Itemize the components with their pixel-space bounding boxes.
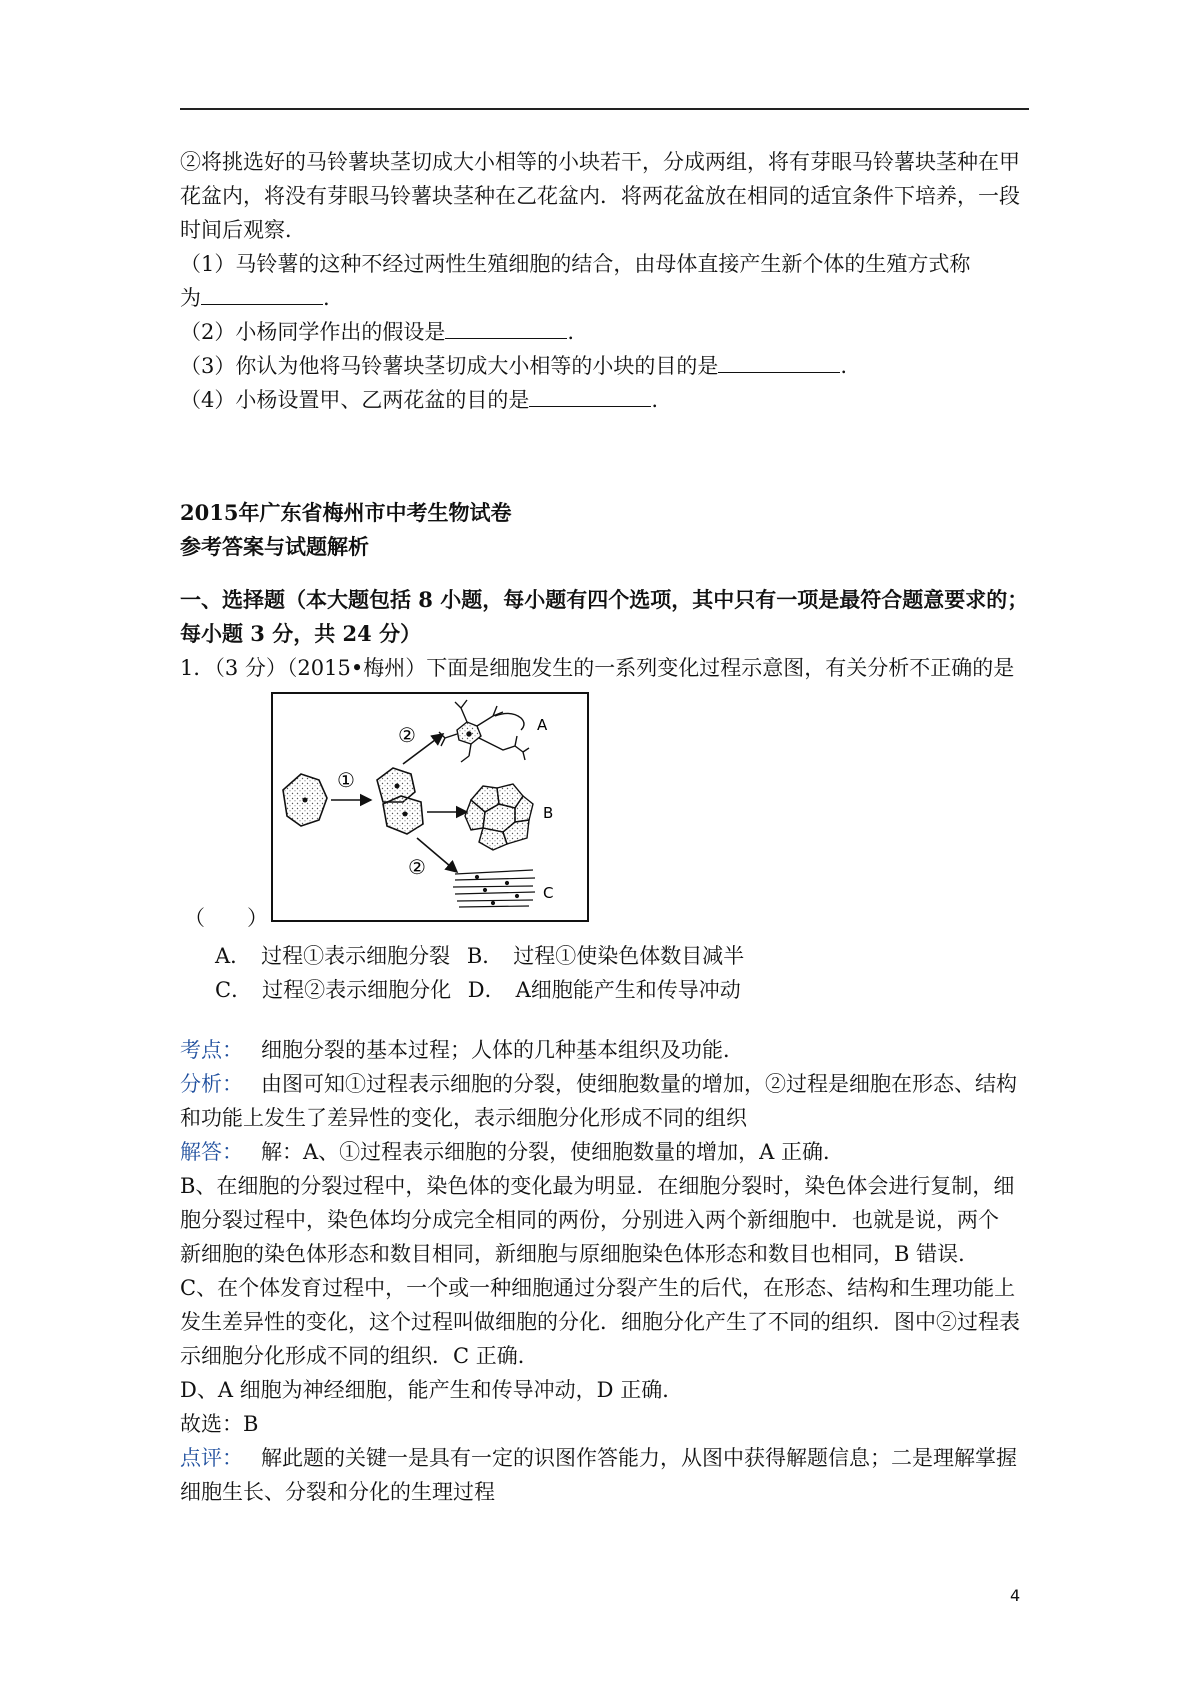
question-1-line-2 bbox=[180, 281, 1030, 315]
period: . bbox=[840, 354, 848, 378]
question-2-text: （2）小杨同学作出的假设是 bbox=[180, 320, 446, 344]
jieda-text: 解：A、①过程表示细胞的分裂，使细胞数量的增加，A 正确． bbox=[261, 1140, 845, 1164]
question-1-stem bbox=[180, 651, 1030, 685]
explanation-c-line-2: 发生差异性的变化，这个过程叫做细胞的分化．细胞分化产生了不同的组织．图中②过程表 bbox=[180, 1310, 1020, 1334]
answer-paren-text: （ ） bbox=[184, 906, 268, 930]
dianping-text-cont: 细胞生长、分裂和分化的生理过程 bbox=[180, 1480, 495, 1504]
explanation-c-line-1: C、在个体发育过程中，一个或一种细胞通过分裂产生的后代，在形态、结构和生理功能上 bbox=[180, 1276, 1016, 1300]
dianping-line bbox=[180, 1441, 1030, 1475]
passage bbox=[180, 145, 1030, 247]
page-number: 4 bbox=[1010, 1586, 1021, 1605]
cell-change-figure bbox=[271, 692, 589, 922]
question-1-text: 为 bbox=[180, 286, 201, 310]
question-1-line-1: （1）马铃薯的这种不经过两性生殖细胞的结合，由母体直接产生新个体的生殖方式称 bbox=[180, 252, 971, 276]
explanation-b-line-1: B、在细胞的分裂过程中，染色体的变化最为明显．在细胞分裂时，染色体会进行复制，细 bbox=[180, 1174, 1015, 1198]
step-1-label: ① bbox=[337, 768, 355, 792]
option-d-letter: D． bbox=[467, 978, 506, 1002]
option-c-text[interactable]: 过程②表示细胞分化 bbox=[262, 978, 452, 1002]
option-b-text[interactable]: 过程①使染色体数目减半 bbox=[513, 944, 745, 968]
dianping-text: 解此题的关键一是具有一定的识图作答能力，从图中获得解题信息；二是理解掌握 bbox=[261, 1446, 1017, 1470]
section-heading-line-1: 一、选择题（本大题包括 8 小题，每小题有四个选项，其中只有一项是最符合题意要求的； bbox=[180, 587, 1029, 612]
question-4-text: （4）小杨设置甲、乙两花盆的目的是 bbox=[180, 388, 530, 412]
explanation-c-line-3: 示细胞分化形成不同的组织．C 正确． bbox=[180, 1344, 539, 1368]
jieda-line bbox=[180, 1135, 1030, 1169]
option-d-text[interactable]: A细胞能产生和传导冲动 bbox=[515, 978, 741, 1002]
options-row-1 bbox=[215, 939, 744, 973]
answer-blank-1[interactable] bbox=[201, 284, 323, 305]
fenxi-text-cont: 和功能上发生了差异性的变化，表示细胞分化形成不同的组织 bbox=[180, 1106, 747, 1130]
period: . bbox=[323, 286, 330, 310]
cell-nucleus bbox=[403, 812, 408, 817]
passage-line: 时间后观察． bbox=[180, 218, 306, 242]
section-heading-line-2: 每小题 3 分，共 24 分） bbox=[180, 621, 422, 646]
figure-label-b: B bbox=[543, 804, 554, 822]
kaodian-text: 细胞分裂的基本过程；人体的几种基本组织及功能． bbox=[261, 1038, 744, 1062]
question-3-text: （3）你认为他将马铃薯块茎切成大小相等的小块的目的是 bbox=[180, 354, 719, 378]
step-2-label-top: ② bbox=[398, 723, 416, 747]
kaodian-line bbox=[180, 1033, 1030, 1067]
option-a-letter: A． bbox=[215, 944, 252, 968]
answer-paren bbox=[184, 901, 1034, 935]
cell-nucleus bbox=[395, 784, 400, 789]
explanation-b-line-3: 新细胞的染色体形态和数目相同，新细胞与原细胞染色体形态和数目也相同，B 错误． bbox=[180, 1242, 980, 1266]
fenxi-text: 由图可知①过程表示细胞的分裂，使细胞数量的增加，②过程是细胞在形态、结构 bbox=[261, 1072, 1017, 1096]
analysis-block bbox=[180, 1033, 1030, 1509]
question-2 bbox=[180, 315, 1030, 349]
options-row-2 bbox=[215, 973, 741, 1007]
exam-title: 2015年广东省梅州市中考生物试卷 bbox=[180, 500, 512, 525]
section-heading bbox=[180, 583, 1030, 651]
explanation-b-line-2: 胞分裂过程中，染色体均分成完全相同的两份，分别进入两个新细胞中．也就是说，两个 bbox=[180, 1208, 999, 1232]
passage-line: 花盆内，将没有芽眼马铃薯块茎种在乙花盆内．将两花盆放在相同的适宜条件下培养，一段 bbox=[180, 184, 1020, 208]
dianping-label: 点评： bbox=[180, 1446, 243, 1470]
passage-line: ②将挑选好的马铃薯块茎切成大小相等的小块若干，分成两组，将有芽眼马铃薯块茎种在甲 bbox=[180, 150, 1020, 174]
header-rule bbox=[180, 108, 1029, 110]
fenxi-line bbox=[180, 1067, 1030, 1101]
option-c-letter: C． bbox=[215, 978, 253, 1002]
final-answer: 故选：B bbox=[180, 1412, 259, 1436]
answer-header bbox=[180, 496, 1030, 564]
period: . bbox=[651, 388, 659, 412]
period: . bbox=[567, 320, 575, 344]
jieda-label: 解答： bbox=[180, 1140, 243, 1164]
option-b-letter: B． bbox=[466, 944, 504, 968]
cell-nucleus bbox=[303, 798, 308, 803]
figure-label-c: C bbox=[543, 884, 554, 902]
explanation-d-line-1: D、A 细胞为神经细胞，能产生和传导冲动，D 正确． bbox=[180, 1378, 684, 1402]
kaodian-label: 考点： bbox=[180, 1038, 243, 1062]
fenxi-label: 分析： bbox=[180, 1072, 243, 1096]
question-1-stem-text: 1．（3 分）（2015•梅州）下面是细胞发生的一系列变化过程示意图，有关分析不正确的是 bbox=[180, 656, 1015, 680]
question-list bbox=[180, 247, 1030, 417]
exam-subtitle: 参考答案与试题解析 bbox=[180, 534, 369, 559]
option-a-text[interactable]: 过程①表示细胞分裂 bbox=[261, 944, 451, 968]
answer-blank-3[interactable] bbox=[718, 352, 840, 373]
answer-blank-2[interactable] bbox=[445, 318, 567, 339]
question-3 bbox=[180, 349, 1030, 383]
question-4 bbox=[180, 383, 1030, 417]
step-2-label-bottom: ② bbox=[408, 855, 426, 879]
answer-blank-4[interactable] bbox=[529, 386, 651, 407]
figure-label-a: A bbox=[537, 716, 548, 734]
